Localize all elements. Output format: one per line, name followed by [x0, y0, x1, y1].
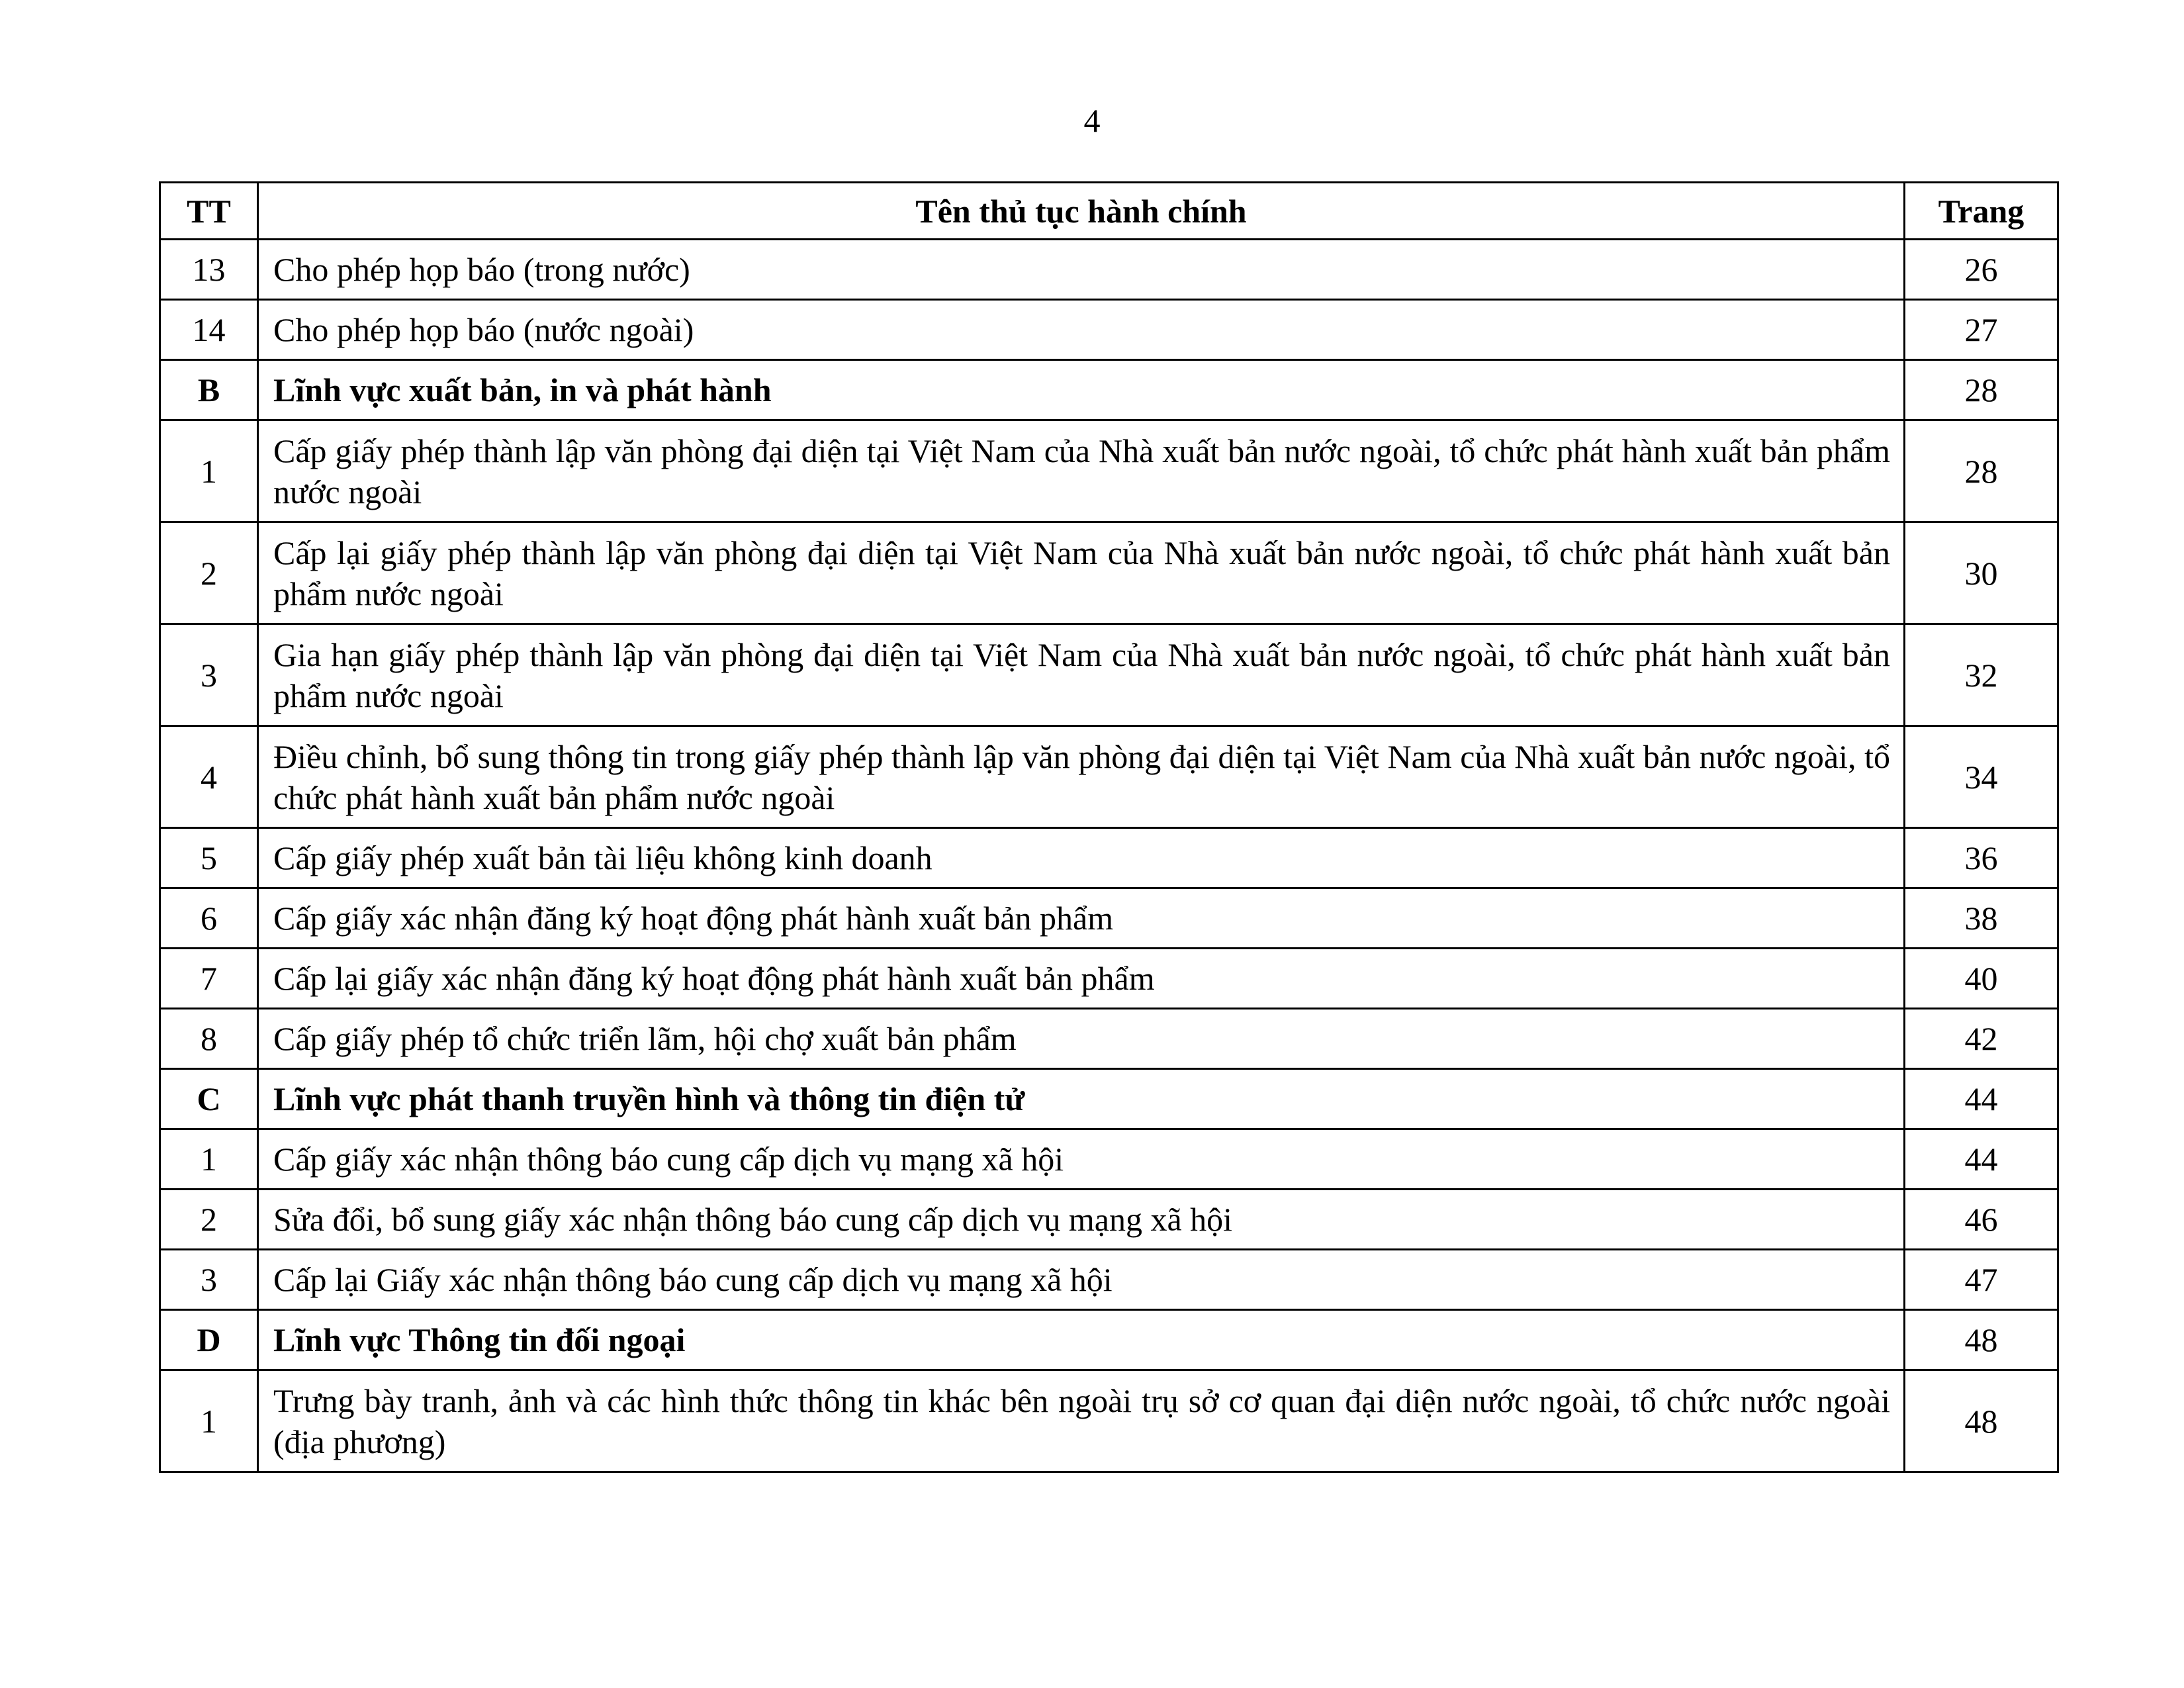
section-page: 44 [1905, 1069, 2058, 1129]
row-tt: 6 [160, 888, 258, 949]
row-page: 28 [1905, 420, 2058, 522]
section-letter: B [160, 360, 258, 420]
row-procedure-name: Cấp lại giấy xác nhận đăng ký hoạt động phát hành xuất bản phẩm [258, 949, 1905, 1009]
table-row [160, 624, 2058, 726]
row-procedure-name: Cấp giấy phép xuất bản tài liệu không kinh doanh [258, 828, 1905, 888]
procedures-table [159, 181, 2059, 1473]
row-page: 30 [1905, 522, 2058, 624]
header-page: Trang [1905, 183, 2058, 240]
row-tt: 7 [160, 949, 258, 1009]
row-tt: 3 [160, 624, 258, 726]
row-tt: 2 [160, 522, 258, 624]
row-tt: 3 [160, 1250, 258, 1310]
row-procedure-name: Cấp giấy xác nhận thông báo cung cấp dịch vụ mạng xã hội [258, 1129, 1905, 1190]
section-letter: D [160, 1310, 258, 1370]
table-row [160, 1009, 2058, 1069]
table-row [160, 1190, 2058, 1250]
table-row [160, 1129, 2058, 1190]
section-row [160, 1310, 2058, 1370]
row-procedure-name: Cho phép họp báo (trong nước) [258, 240, 1905, 300]
row-procedure-name: Cấp giấy xác nhận đăng ký hoạt động phát hành xuất bản phẩm [258, 888, 1905, 949]
row-procedure-name: Sửa đổi, bổ sung giấy xác nhận thông báo cung cấp dịch vụ mạng xã hội [258, 1190, 1905, 1250]
row-procedure-name: Cấp giấy phép thành lập văn phòng đại diện tại Việt Nam của Nhà xuất bản nước ngoài, tổ chức phát hành xuất bản phẩm nước ngoài [258, 420, 1905, 522]
section-letter: C [160, 1069, 258, 1129]
row-page: 26 [1905, 240, 2058, 300]
row-procedure-name: Cấp giấy phép tổ chức triển lãm, hội chợ xuất bản phẩm [258, 1009, 1905, 1069]
section-title: Lĩnh vực phát thanh truyền hình và thông tin điện tử [258, 1069, 1905, 1129]
row-tt: 1 [160, 1370, 258, 1472]
header-procedure-name: Tên thủ tục hành chính [258, 183, 1905, 240]
row-page: 36 [1905, 828, 2058, 888]
row-page: 32 [1905, 624, 2058, 726]
section-page: 28 [1905, 360, 2058, 420]
row-procedure-name: Điều chỉnh, bổ sung thông tin trong giấy phép thành lập văn phòng đại diện tại Việt Nam của Nhà xuất bản nước ngoài, tổ chức phát hành xuất bản phẩm nước ngoài [258, 726, 1905, 828]
table-header-row [160, 183, 2058, 240]
table-row [160, 949, 2058, 1009]
table-row [160, 888, 2058, 949]
section-title: Lĩnh vực xuất bản, in và phát hành [258, 360, 1905, 420]
table-row [160, 1250, 2058, 1310]
row-tt: 5 [160, 828, 258, 888]
row-tt: 4 [160, 726, 258, 828]
row-procedure-name: Cấp lại Giấy xác nhận thông báo cung cấp dịch vụ mạng xã hội [258, 1250, 1905, 1310]
table-row [160, 1370, 2058, 1472]
row-page: 44 [1905, 1129, 2058, 1190]
row-page: 46 [1905, 1190, 2058, 1250]
table-row [160, 240, 2058, 300]
table-row [160, 726, 2058, 828]
row-procedure-name: Cho phép họp báo (nước ngoài) [258, 300, 1905, 360]
row-page: 34 [1905, 726, 2058, 828]
row-page: 38 [1905, 888, 2058, 949]
table-row [160, 300, 2058, 360]
table-row [160, 828, 2058, 888]
row-tt: 1 [160, 420, 258, 522]
row-page: 42 [1905, 1009, 2058, 1069]
section-row [160, 1069, 2058, 1129]
table-row [160, 420, 2058, 522]
section-row [160, 360, 2058, 420]
row-page: 47 [1905, 1250, 2058, 1310]
section-page: 48 [1905, 1310, 2058, 1370]
row-procedure-name: Gia hạn giấy phép thành lập văn phòng đại diện tại Việt Nam của Nhà xuất bản nước ngoài, tổ chức phát hành xuất bản phẩm nước ngoài [258, 624, 1905, 726]
table-row [160, 522, 2058, 624]
row-procedure-name: Cấp lại giấy phép thành lập văn phòng đại diện tại Việt Nam của Nhà xuất bản nước ngoài, tổ chức phát hành xuất bản phẩm nước ngoài [258, 522, 1905, 624]
row-page: 40 [1905, 949, 2058, 1009]
row-tt: 13 [160, 240, 258, 300]
header-tt: TT [160, 183, 258, 240]
page-number: 4 [1083, 102, 1101, 139]
row-tt: 1 [160, 1129, 258, 1190]
row-tt: 14 [160, 300, 258, 360]
row-tt: 2 [160, 1190, 258, 1250]
row-page: 27 [1905, 300, 2058, 360]
row-procedure-name: Trưng bày tranh, ảnh và các hình thức thông tin khác bên ngoài trụ sở cơ quan đại diện nước ngoài, tổ chức nước ngoài (địa phương) [258, 1370, 1905, 1472]
section-title: Lĩnh vực Thông tin đối ngoại [258, 1310, 1905, 1370]
row-tt: 8 [160, 1009, 258, 1069]
row-page: 48 [1905, 1370, 2058, 1472]
